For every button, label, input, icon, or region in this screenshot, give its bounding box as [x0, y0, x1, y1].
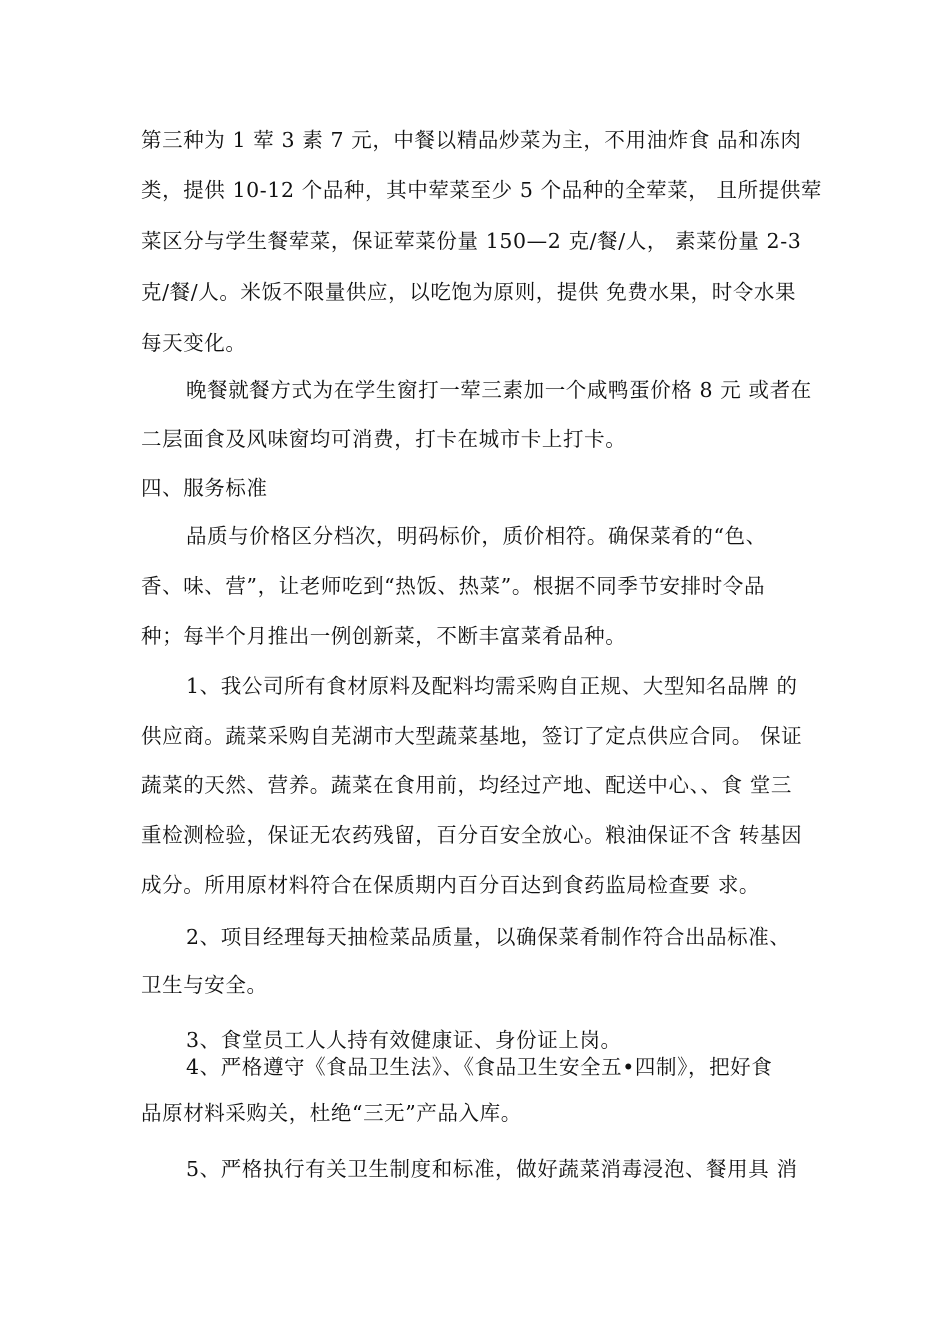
list-item-line: 2、项目经理每天抽检菜品质量，以确保菜肴制作符合出品标准、: [186, 925, 791, 949]
list-item-line: 成分。所用原材料符合在保质期内百分百达到食药监局检查要 求。: [141, 873, 761, 897]
list-item-line: 卫生与安全。: [141, 973, 268, 997]
paragraph-line: 类，提供 10-12 个品种，其中荤菜至少 5 个品种的全荤菜， 且所提供荤: [141, 178, 823, 202]
paragraph-line: 克/餐/人。米饭不限量供应，以吃饱为原则，提供 免费水果，时令水果: [141, 280, 797, 304]
list-item-line: 1、我公司所有食材原料及配料均需采购自正规、大型知名品牌 的: [186, 674, 798, 698]
list-item-line: 3、食堂员工人人持有效健康证、身份证上岗。: [186, 1028, 622, 1052]
paragraph-line: 二层面食及风味窗均可消费，打卡在城市卡上打卡。: [141, 427, 627, 451]
section-heading: 四、服务标准: [141, 476, 268, 500]
list-item-line: 供应商。蔬菜采购自芜湖市大型蔬菜基地，签订了定点供应合同。 保证: [141, 724, 803, 748]
paragraph-line: 种；每半个月推出一例创新菜，不断丰富菜肴品种。: [141, 624, 627, 648]
list-item-line: 4、严格遵守《食品卫生法》、《食品卫生安全五•四制》，把好食: [186, 1055, 773, 1079]
list-item-line: 品原材料采购关，杜绝“三无”产品入库。: [141, 1101, 522, 1125]
paragraph-line: 晚餐就餐方式为在学生窗打一荤三素加一个咸鸭蛋价格 8 元 或者在: [186, 378, 812, 402]
list-item-line: 重检测检验，保证无农药残留，百分百安全放心。粮油保证不含 转基因: [141, 823, 803, 847]
paragraph-line: 每天变化。: [141, 331, 247, 355]
paragraph-line: 品质与价格区分档次，明码标价，质价相符。确保菜肴的“色、: [186, 524, 767, 548]
list-item-line: 5、严格执行有关卫生制度和标准，做好蔬菜消毒浸泡、餐用具 消: [186, 1157, 798, 1181]
paragraph-line: 香、味、营”，让老师吃到“热饭、热菜”。根据不同季节安排时令品: [141, 574, 766, 598]
paragraph-line: 菜区分与学生餐荤菜，保证荤菜份量 150—2 克/餐/人， 素菜份量 2-3: [141, 229, 802, 253]
paragraph-line: 第三种为 1 荤 3 素 7 元，中餐以精品炒菜为主，不用油炸食 品和冻肉: [141, 128, 802, 152]
list-item-line: 蔬菜的天然、营养。蔬菜在食用前，均经过产地、配送中心、、食 堂三: [141, 773, 792, 797]
